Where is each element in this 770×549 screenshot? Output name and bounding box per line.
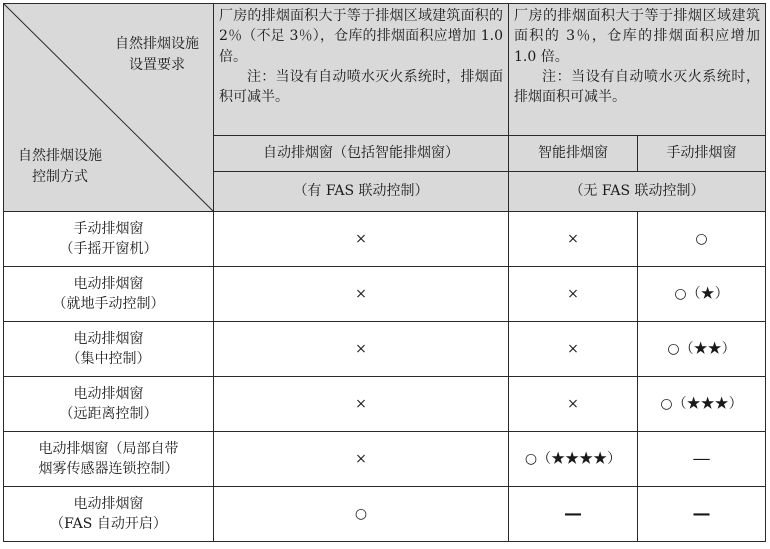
corner-title-requirement <box>115 34 199 76</box>
row-label-line2: （手摇开窗机） <box>59 241 158 257</box>
row-label-line2: （集中控制） <box>66 351 151 367</box>
cell-manual: ○（★★） <box>638 322 766 377</box>
requirement-3-percent <box>509 4 766 136</box>
col-header-smart-window: 智能排烟窗 <box>509 136 638 172</box>
table-row <box>4 267 766 322</box>
cell-smart: ○（★★★★） <box>509 432 638 487</box>
row-label-line2: （FAS 自动开启） <box>50 516 167 532</box>
corner-title-requirement-line1: 自然排烟设施 <box>115 36 199 52</box>
cell-auto: ○ <box>214 487 509 542</box>
row-label <box>4 487 214 542</box>
requirement-3-percent-text: 厂房的排烟面积大于等于排烟区域建筑面积的 3％，仓库的排烟面积应增加 1.0 倍。 <box>514 8 760 65</box>
requirement-2-percent-text: 厂房的排烟面积大于等于排烟区域建筑面积的 2％（不足 3％），仓库的排烟面积应增加 1.0 倍。 <box>219 8 503 65</box>
cell-smart: × <box>509 212 638 267</box>
corner-title-control-line2: 控制方式 <box>32 169 88 185</box>
requirement-2-percent <box>214 4 509 136</box>
cell-manual: — <box>638 487 766 542</box>
row-label-line1: 电动排烟窗（局部自带 <box>38 440 179 457</box>
header-corner-cell <box>4 4 214 212</box>
cell-auto: × <box>214 432 509 487</box>
spec-table-wrapper <box>3 3 766 542</box>
row-label-line1: 电动排烟窗 <box>73 385 144 402</box>
table-row <box>4 432 766 487</box>
row-label-line2: （就地手动控制） <box>52 296 165 312</box>
cell-smart: × <box>509 377 638 432</box>
fas-linked-label: （有 FAS 联动控制） <box>214 172 509 212</box>
row-label <box>4 267 214 322</box>
cell-smart: × <box>509 267 638 322</box>
table-row <box>4 377 766 432</box>
cell-smart: × <box>509 322 638 377</box>
row-label-line1: 手动排烟窗 <box>73 220 144 237</box>
row-label-line1: 电动排烟窗 <box>73 495 144 512</box>
col-header-manual-window: 手动排烟窗 <box>638 136 766 172</box>
cell-auto: × <box>214 267 509 322</box>
fas-unlinked-label: （无 FAS 联动控制） <box>509 172 766 212</box>
corner-title-control-line1: 自然排烟设施 <box>18 148 102 164</box>
row-label-line2: 烟雾传感器连锁控制） <box>38 461 179 477</box>
row-label-line2: （远距离控制） <box>59 406 158 422</box>
table-row <box>4 322 766 377</box>
corner-title-control-method <box>18 146 102 188</box>
corner-title-requirement-line2: 设置要求 <box>129 57 185 73</box>
cell-auto: × <box>214 377 509 432</box>
requirement-3-percent-note: 注：当设有自动喷水灭火系统时，排烟面积可减半。 <box>514 68 760 106</box>
requirement-2-percent-note: 注：当设有自动喷水灭火系统时，排烟面积可减半。 <box>219 68 503 106</box>
cell-manual: ○ <box>638 212 766 267</box>
row-label <box>4 432 214 487</box>
col-header-auto-window: 自动排烟窗（包括智能排烟窗） <box>214 136 509 172</box>
row-label-line1: 电动排烟窗 <box>73 330 144 347</box>
table-row <box>4 212 766 267</box>
row-label <box>4 377 214 432</box>
table-row <box>4 487 766 542</box>
row-label <box>4 212 214 267</box>
row-label-line1: 电动排烟窗 <box>73 275 144 292</box>
cell-manual: — <box>638 432 766 487</box>
cell-manual: ○（★） <box>638 267 766 322</box>
row-label <box>4 322 214 377</box>
cell-auto: × <box>214 212 509 267</box>
cell-manual: ○（★★★） <box>638 377 766 432</box>
smoke-exhaust-spec-table <box>3 3 766 542</box>
cell-auto: × <box>214 322 509 377</box>
cell-smart: — <box>509 487 638 542</box>
